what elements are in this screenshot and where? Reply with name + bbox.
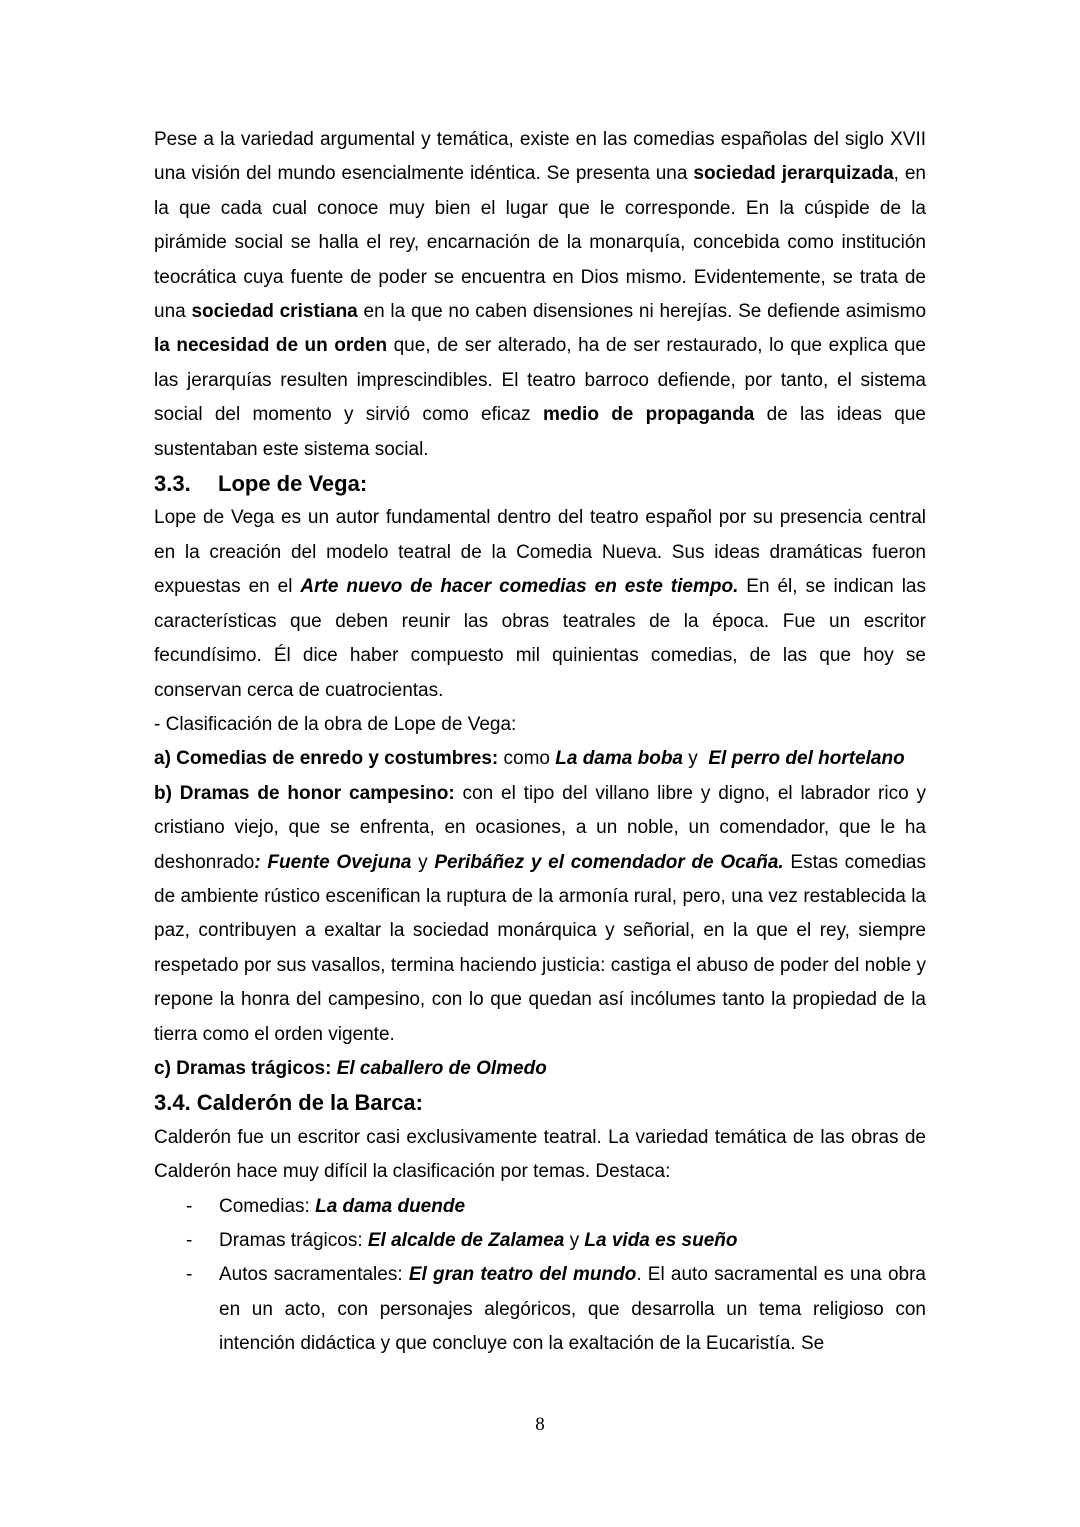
text-run: Dramas trágicos:	[219, 1230, 368, 1251]
item-a-comedias	[154, 742, 926, 776]
page-content	[154, 123, 926, 1362]
paragraph-lope-intro	[154, 501, 926, 707]
dash-bullet: -	[186, 1264, 193, 1286]
work-title: Arte nuevo de hacer comedias en este tiempo.	[300, 576, 739, 598]
text-run: Autos sacramentales:	[219, 1264, 409, 1286]
paragraph-calderon-intro: Calderón fue un escritor casi exclusivamente teatral. La variedad temática de las obras de Calderón hace muy difícil la clasificación por temas. Destaca:	[154, 1126, 926, 1183]
item-c-dramas-tragicos	[154, 1052, 926, 1086]
work-title: Peribáñez y el comendador de Ocaña.	[434, 851, 784, 873]
text-run: y	[411, 851, 435, 873]
classification-line: - Clasificación de la obra de Lope de Vega:	[154, 713, 517, 735]
text-run: Pese a la variedad argumental y temática, existe en las comedias españolas del siglo XVII una visión del mundo esencialmente idéntica. Se presenta una	[154, 129, 926, 185]
text-run: Estas comedias de ambiente rústico escenifican la ruptura de la armonía rural, pero, una vez restablecida la paz, contribuyen a exaltar la sociedad monárquica y señorial, en la que el rey, siempre respetado por sus vasallos, termina haciendo justicia: castiga el abuso de poder del noble y repone la honra del campesino, con lo que quedan así incólumes tanto la propiedad de la tierra como el orden vigente.	[154, 851, 926, 1045]
section-heading-3-4: 3.4. Calderón de la Barca:	[154, 1090, 423, 1116]
section-heading-3-3	[154, 467, 926, 501]
section-title: Lope de Vega:	[218, 471, 368, 497]
work-title: La dama duende	[315, 1195, 466, 1217]
dash-bullet: -	[186, 1195, 193, 1217]
text-run: y	[683, 748, 709, 770]
work-title: El caballero de Olmedo	[336, 1057, 547, 1079]
text-run: En él, se indican las características que deben reunir las obras teatrales de la época. Fue un escritor fecundísimo. Él dice haber compuesto mil quinientas comedias, de las que hoy se conservan cerca de cuatrocientas.	[154, 576, 926, 701]
bold-term: sociedad cristiana	[191, 301, 358, 323]
item-label: c) Dramas trágicos:	[154, 1057, 337, 1079]
page-number: 8	[535, 1414, 545, 1435]
text-run: y	[564, 1230, 585, 1251]
work-title: El perro del hortelano	[708, 748, 905, 770]
text-run: , en la que cada cual conoce muy bien el lugar que le corresponde. En la cúspide de la pirámide social se halla el rey, encarnación de la monarquía, concebida como institución teocrática cuya fuente de poder se encuentra en Dios mismo. Evidentemente, se trata de una	[154, 163, 926, 323]
item-b-dramas-honor	[154, 777, 926, 1052]
text-run: de las ideas que sustentaban este sistema social.	[154, 404, 927, 460]
bold-term: medio de propaganda	[542, 404, 755, 426]
work-title: : Fuente Ovejuna	[254, 851, 412, 873]
work-title: La dama boba	[555, 748, 683, 770]
list-item-autos-sacramentales	[154, 1258, 926, 1361]
calderon-works-list	[154, 1190, 926, 1362]
text-run: que, de ser alterado, ha de ser restaurado, lo que explica que las jerarquías resulten imprescindibles. El teatro barroco defiende, por tanto, el sistema social del momento y sirvió como eficaz	[154, 335, 927, 426]
bold-term: la necesidad de un orden	[154, 335, 388, 357]
bold-term: sociedad jerarquizada	[693, 163, 894, 185]
text-run: . El auto sacramental es una obra en un acto, con personajes alegóricos, que desarrolla un tema religioso con intención didáctica y que concluye con la exaltación de la Eucaristía. Se	[219, 1264, 926, 1355]
text-run: Lope de Vega es un autor fundamental dentro del teatro español por su presencia central en la creación del modelo teatral de la Comedia Nueva. Sus ideas dramáticas fueron expuestas en el	[154, 507, 926, 598]
work-title: El alcalde de Zalamea	[367, 1230, 565, 1251]
text-run: en la que no caben disensiones ni herejías. Se defiende asimismo	[357, 301, 927, 323]
text-run: Comedias:	[219, 1195, 316, 1217]
list-item-dramas-tragicos	[154, 1224, 926, 1258]
work-title: La vida es sueño	[584, 1230, 738, 1251]
item-label: a) Comedias de enredo y costumbres:	[154, 748, 499, 770]
work-title: El gran teatro del mundo	[408, 1264, 637, 1286]
text-run: con el tipo del villano libre y digno, el labrador rico y cristiano viejo, que se enfrenta, en ocasiones, a un noble, un comendador, que le ha deshonrado	[154, 782, 926, 873]
section-number: 3.3.	[154, 471, 191, 497]
dash-bullet: -	[186, 1230, 193, 1251]
item-label: b) Dramas de honor campesino:	[154, 782, 455, 804]
list-item-comedias	[154, 1190, 926, 1224]
paragraph-social-vision	[154, 123, 926, 467]
text-run: como	[498, 748, 556, 770]
